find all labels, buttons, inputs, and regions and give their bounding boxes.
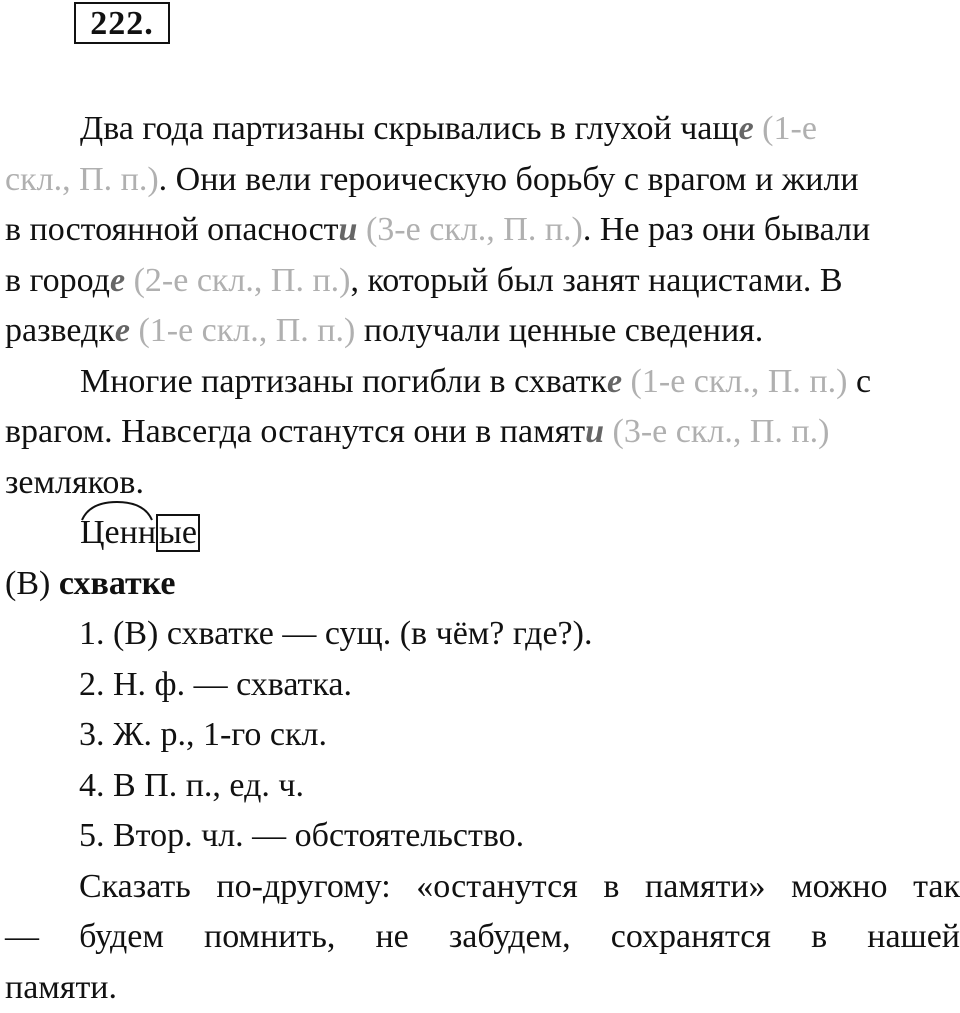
synonym-line: памяти. xyxy=(5,963,960,1013)
analysis-item: 2. Н. ф. — схватка. xyxy=(5,660,960,711)
text-fragment: в постоянной опасност xyxy=(5,211,339,248)
analysis-item: 1. (В) схватке — сущ. (в чём? где?). xyxy=(5,609,960,660)
root-text: Ценн xyxy=(80,514,156,551)
text-fragment: Два года партизаны скрывались в глухой чащ xyxy=(80,110,739,147)
grammar-note: (1-е скл., П. п.) xyxy=(130,312,355,349)
text-fragment: с xyxy=(847,363,871,400)
text-fragment: земляков. xyxy=(5,464,144,501)
text-line xyxy=(5,407,960,458)
task-number: 222. xyxy=(74,2,170,44)
grammar-note: скл., П. п.) xyxy=(5,161,159,198)
text-line xyxy=(5,306,960,357)
grammar-note: (1-е скл., П. п.) xyxy=(622,363,847,400)
synonym-line: — будем помнить, не забудем, сохранятся в нашей xyxy=(5,912,960,963)
exercise-text xyxy=(5,104,960,1013)
grammar-note: (1-е xyxy=(754,110,817,147)
analysis-item: 5. Втор. чл. — обстоятельство. xyxy=(5,811,960,862)
analysis-item: 3. Ж. р., 1-го скл. xyxy=(5,710,960,761)
inserted-ending: е xyxy=(110,262,125,299)
root-arc-icon xyxy=(80,498,190,522)
inserted-ending: е xyxy=(739,110,754,147)
word-root xyxy=(80,508,156,559)
inserted-ending: е xyxy=(115,312,130,349)
word-ending: ые xyxy=(156,514,200,552)
inserted-ending: и xyxy=(585,413,604,450)
text-line xyxy=(5,104,960,155)
text-fragment: , который был занят нацистами. В xyxy=(350,262,842,299)
grammar-note: (2-е скл., П. п.) xyxy=(125,262,350,299)
analysis-word: схватке xyxy=(59,565,176,602)
analysis-prefix: (В) xyxy=(5,565,59,602)
text-line xyxy=(5,205,960,256)
text-fragment: . Они вели героическую борьбу с врагом и жили xyxy=(159,161,859,198)
text-line xyxy=(5,357,960,408)
text-fragment: врагом. Навсегда останутся они в памят xyxy=(5,413,585,450)
analysis-heading xyxy=(5,559,960,610)
text-fragment: получали ценные сведения. xyxy=(355,312,763,349)
text-line xyxy=(5,256,960,307)
grammar-note: (3-е скл., П. п.) xyxy=(604,413,829,450)
text-fragment: в город xyxy=(5,262,110,299)
morpheme-parse xyxy=(5,508,960,559)
text-line xyxy=(5,155,960,206)
inserted-ending: и xyxy=(339,211,358,248)
synonym-line: Сказать по-другому: «останутся в памяти» можно так xyxy=(5,862,960,913)
text-fragment: Многие партизаны погибли в схватк xyxy=(80,363,607,400)
text-fragment: разведк xyxy=(5,312,115,349)
grammar-note: (3-е скл., П. п.) xyxy=(357,211,582,248)
text-fragment: . Не раз они бывали xyxy=(583,211,870,248)
inserted-ending: е xyxy=(607,363,622,400)
analysis-item: 4. В П. п., ед. ч. xyxy=(5,761,960,812)
morpheme-word xyxy=(5,508,200,559)
